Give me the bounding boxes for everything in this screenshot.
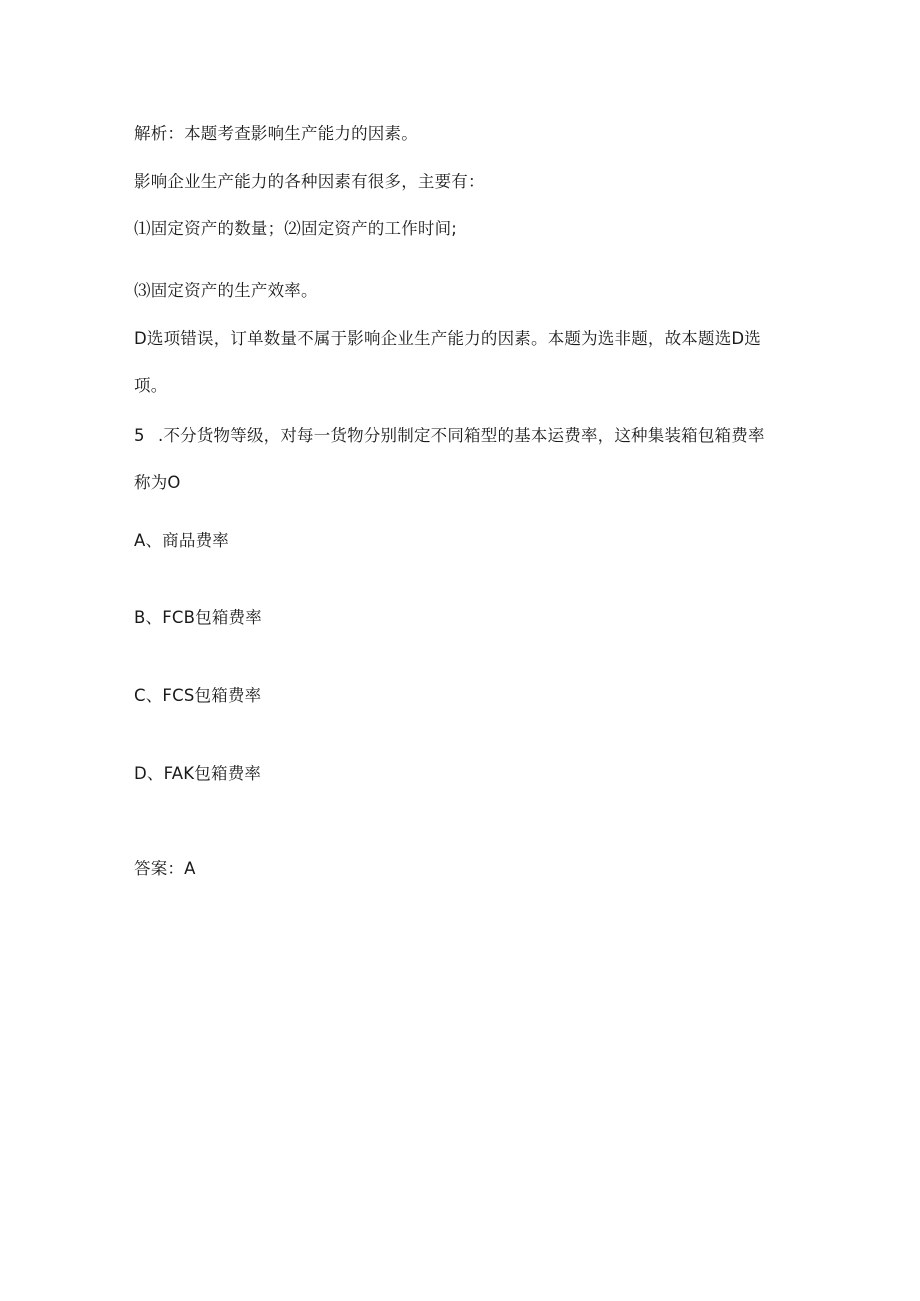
- option-d: D、FAK包箱费率: [134, 764, 262, 783]
- answer: 答案：A: [134, 859, 196, 878]
- analysis-conclusion: D选项错误，订单数量不属于影响企业生产能力的因素。本题为选非题，故本题选D选: [134, 329, 762, 348]
- question-stem: [134, 425, 765, 447]
- option-c: C、FCS包箱费率: [134, 686, 262, 705]
- analysis-conclusion-end: 项。: [134, 376, 168, 395]
- question-text: .不分货物等级，对每一货物分别制定不同箱型的基本运费率，这种集装箱包箱费率: [158, 426, 765, 445]
- option-b: B、FCB包箱费率: [134, 608, 262, 627]
- analysis-heading: 解析：本题考查影响生产能力的因素。: [134, 124, 418, 143]
- analysis-intro: 影响企业生产能力的各种因素有很多，主要有：: [134, 172, 485, 191]
- question-stem-end: 称为O: [134, 473, 181, 492]
- analysis-factors-1-2: ⑴固定资产的数量；⑵固定资产的工作时间;: [134, 219, 458, 238]
- analysis-factor-3: ⑶固定资产的生产效率。: [134, 281, 318, 300]
- question-number: 5: [134, 426, 145, 445]
- option-a: A、商品费率: [134, 531, 229, 550]
